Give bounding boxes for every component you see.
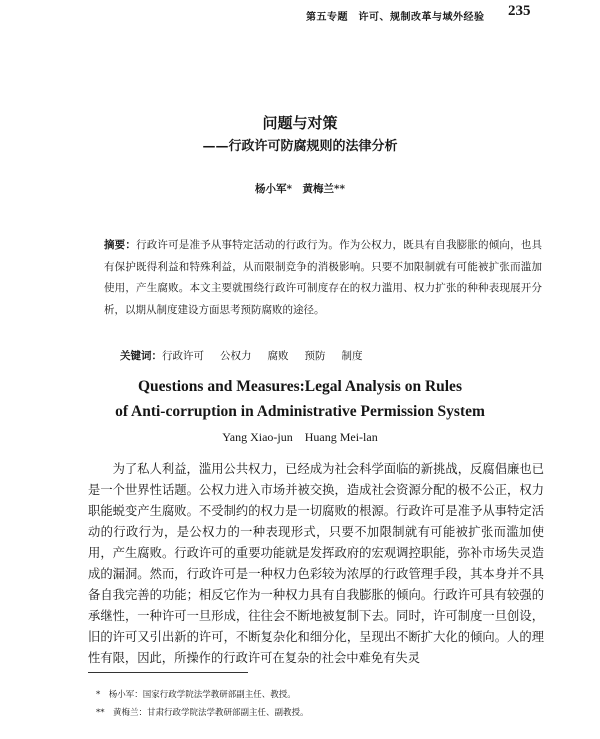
keyword: 腐败 [267,350,289,362]
running-head: 第五专题 许可、规制改革与域外经验 [306,12,485,23]
abstract-label: 摘要： [104,239,137,251]
abstract-text: 行政许可是准予从事特定活动的行政行为。作为公权力，既具有自我膨胀的倾向，也具有保护既得利益和特殊利益，从而限制竞争的消极影响。只要不加限制就有可能被扩张而滥加使用，产生腐败。本文主要就围绕行政许可制度存在的权力滥用、权力扩张的种种表现展开分析，以期从制度建设方面思考预防腐败的途径。 [104,239,542,316]
body-paragraph: 为了私人利益，滥用公共权力，已经成为社会科学面临的新挑战，反腐倡廉也已是一个世界性话题。公权力进入市场并被交换，造成社会资源分配的极不公正，权力职能蜕变产生腐败。不受制约的权力是一切腐败的根源。行政许可是准予从事特定活动的行政行为，是公权力的一种表现形式，只要不加限制就有可能被扩张而滥加使用，产生腐败。行政许可的重要功能就是发挥政府的宏观调控职能，弥补市场失灵造成的漏洞。然而，行政许可是一种权力色彩较为浓厚的行政管理手段，其本身并不具备自我完善的功能；相反它作为一种权力具有自我膨胀的倾向。行政许可具有较强的承继性，一种许可一旦形成，往往会不断地被复制下去。同时，许可制度一旦创设，旧的许可又引出新的许可，不断复杂化和细分化，呈现出不断扩大化的倾向。人的理性有限，因此，所操作的行政许可在复杂的社会中难免有失灵 [88,462,544,665]
english-author-names: Yang Xiao-jun Huang Mei-lan [222,430,378,444]
keywords-label: 关键词： [120,350,162,362]
keywords-line [120,348,379,363]
keyword: 行政许可 [162,350,204,362]
english-title-line-1: Questions and Measures:Legal Analysis on Rules [138,378,462,395]
author-names: 杨小军* 黄梅兰** [255,183,345,195]
keyword: 公权力 [220,350,252,362]
footnote: * 杨小军：国家行政学院法学教研部副主任、教授。 [96,690,296,700]
english-title-line-2: of Anti-corruption in Administrative Permission System [115,403,485,420]
keyword: 制度 [341,350,363,362]
article-title: 问题与对策 [262,114,338,132]
keyword: 预防 [304,350,326,362]
abstract [104,235,542,321]
article-subtitle: ——行政许可防腐规则的法律分析 [202,139,398,154]
page-number: 235 [508,3,531,19]
footnote: ** 黄梅兰：甘肃行政学院法学教研部副主任、副教授。 [96,708,309,718]
footnote-divider [88,672,248,673]
